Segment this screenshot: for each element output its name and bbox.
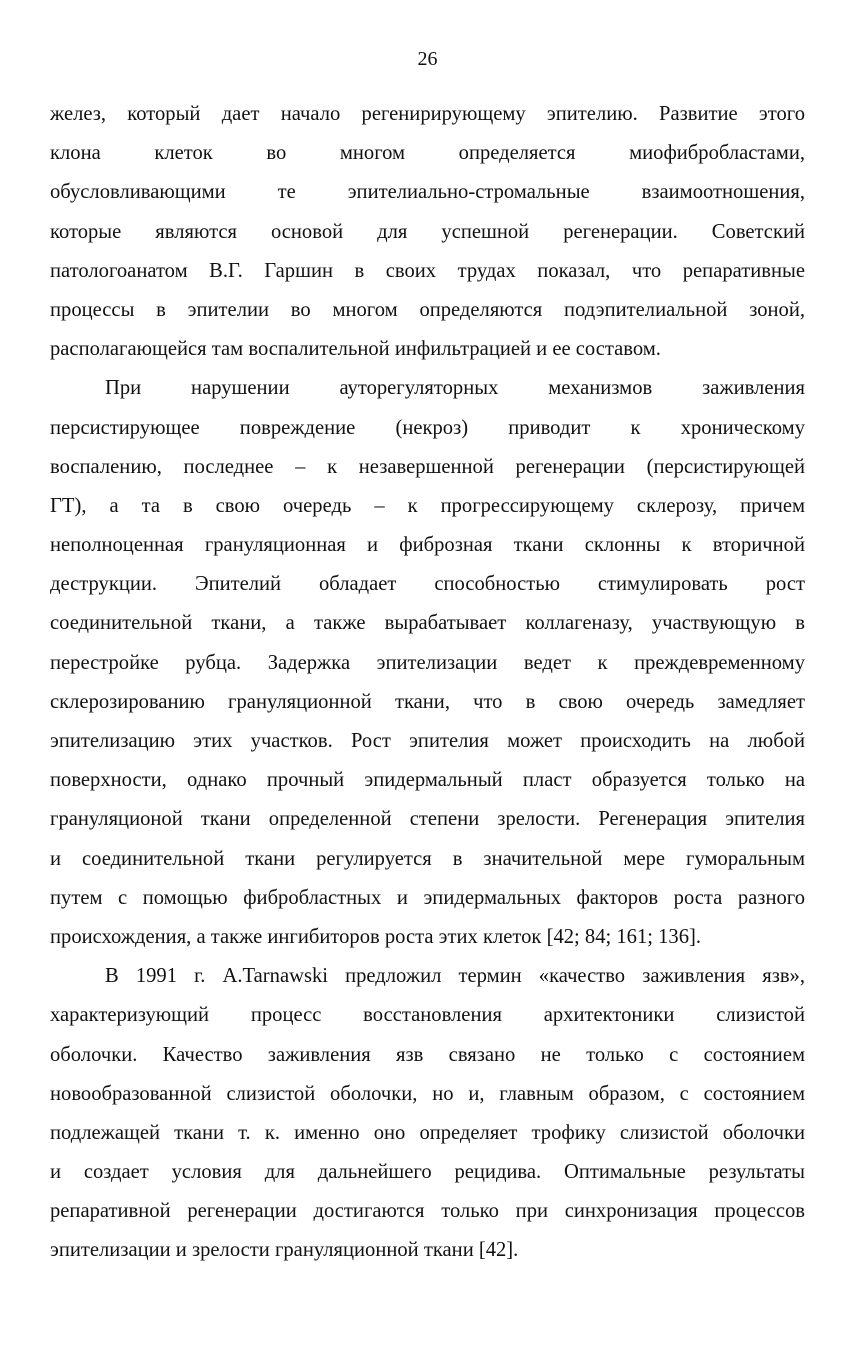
text-line: процессы в эпителии во многом определяются подэпителиальной зоной, xyxy=(50,298,805,321)
text-line: желез, который дает начало регенирирующему эпителию. Развитие этого xyxy=(50,103,805,125)
text-line: При нарушении ауторегуляторных механизмов заживления xyxy=(105,377,805,400)
text-line: грануляционой ткани определенной степени зрелости. Регенерация эпителия xyxy=(50,808,805,831)
text-line: соединительной ткани, а также вырабатывает коллагеназу, участвующую в xyxy=(50,612,805,635)
text-line: репаративной регенерации достигаются только при синхронизация процессов xyxy=(50,1200,805,1223)
text-line: путем с помощью фибробластных и эпидермальных факторов роста разного xyxy=(50,886,805,909)
text-line: обусловливающими те эпителиально-стромальные взаимоотношения, xyxy=(50,181,805,204)
text-line: эпителизацию этих участков. Рост эпителия может происходить на любой xyxy=(50,730,805,752)
text-line: В 1991 г. A.Tarnawski предложил термин «качество заживления язв», xyxy=(105,965,805,988)
text-line: неполноценная грануляционная и фиброзная ткани склонны к вторичной xyxy=(50,534,805,557)
paragraph-1 xyxy=(50,95,805,369)
text-line: поверхности, однако прочный эпидермальный пласт образуется только на xyxy=(50,769,805,792)
paragraph-2 xyxy=(50,369,805,957)
text-line: подлежащей ткани т. к. именно оно определяет трофику слизистой оболочки xyxy=(50,1121,805,1144)
text-line: располагающейся там воспалительной инфильтрацией и ее составом. xyxy=(50,338,661,361)
text-line: патологоанатом В.Г. Гаршин в своих трудах показал, что репаративные xyxy=(50,259,805,282)
text-line: перестройке рубца. Задержка эпителизации ведет к преждевременному xyxy=(50,651,805,674)
text-line: деструкции. Эпителий обладает способностью стимулировать рост xyxy=(50,573,805,596)
text-line: и соединительной ткани регулируется в значительной мере гуморальным xyxy=(50,847,805,870)
text-line: воспалению, последнее – к незавершенной регенерации (персистирующей xyxy=(50,455,805,478)
text-line: оболочки. Качество заживления язв связано не только с состоянием xyxy=(50,1043,805,1066)
text-line: эпителизации и зрелости грануляционной ткани [42]. xyxy=(50,1239,519,1262)
paragraph-3 xyxy=(50,957,805,1271)
text-line: ГТ), а та в свою очередь – к прогрессирующему склерозу, причем xyxy=(50,494,805,517)
text-line: клона клеток во многом определяется миофибробластами, xyxy=(50,142,805,165)
text-line: характеризующий процесс восстановления архитектоники слизистой xyxy=(50,1004,805,1027)
text-line: склерозированию грануляционной ткани, что в свою очередь замедляет xyxy=(50,690,805,713)
text-line: персистирующее повреждение (некроз) приводит к хроническому xyxy=(50,416,805,439)
body-text xyxy=(50,95,805,1271)
text-line: новообразованной слизистой оболочки, но и, главным образом, с состоянием xyxy=(50,1082,805,1105)
text-line: которые являются основой для успешной регенерации. Советский xyxy=(50,220,805,243)
page-number: 26 xyxy=(417,48,438,70)
text-line: и создает условия для дальнейшего рецидива. Оптимальные результаты xyxy=(50,1161,805,1184)
text-line: происхождения, а также ингибиторов роста этих клеток [42; 84; 161; 136]. xyxy=(50,925,702,948)
